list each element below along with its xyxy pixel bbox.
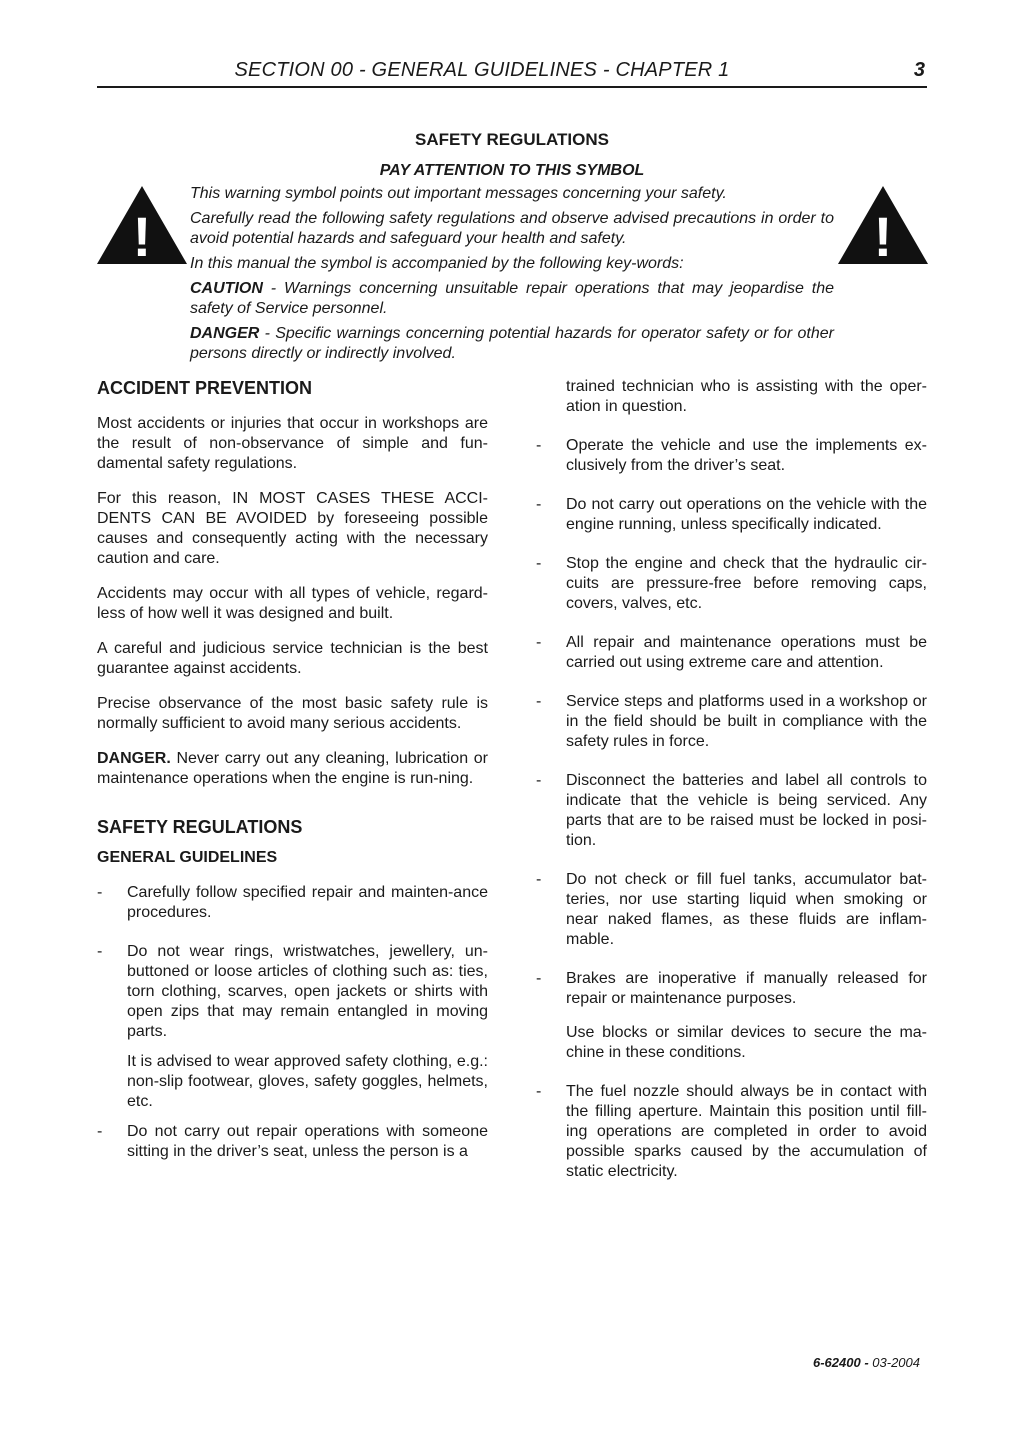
list-item (536, 870, 927, 950)
paragraph: A careful and judicious service technician is the best guarantee against accidents. (97, 640, 488, 677)
symbol-line-1: This warning symbol points out important messages concerning your safety. (190, 185, 727, 202)
page-header (97, 58, 927, 88)
danger-label: DANGER. (97, 750, 171, 767)
danger-note: Never carry out any cleaning, lubrication or maintenance operations when the engine is run-ning. (97, 750, 488, 787)
safety-regulations-heading: SAFETY REGULATIONS (97, 817, 303, 837)
list-item-text: Brakes are inoperative if manually released for repair or maintenance purposes. (566, 970, 927, 1007)
list-item-text: Do not wear rings, wristwatches, jewellery, un-buttoned or loose articles of clothing such as: ties, torn clothing, scarves, open jackets or shirts with open zips that may remain entangled in moving parts. (127, 943, 488, 1040)
symbol-line-2: Carefully read the following safety regulations and observe advised precautions in order to avoid potential hazards and safeguard your health and safety. (190, 210, 834, 247)
page-number: 3 (913, 59, 925, 81)
list-dash: - (536, 634, 542, 651)
list-item-text: Do not carry out operations on the vehicle with the engine running, unless specifically indicated. (566, 496, 927, 533)
doc-number: 6-62400 (813, 1355, 861, 1370)
accident-prevention-heading: ACCIDENT PREVENTION (97, 378, 313, 398)
list-item-text: Do not carry out repair operations with someone sitting in the driver’s seat, unless the person is a (127, 1123, 488, 1160)
list-item (536, 692, 927, 752)
caution-text: - Warnings concerning unsuitable repair operations that may jeopardise the safety of Service personnel. (190, 280, 834, 317)
general-guidelines-heading: GENERAL GUIDELINES (97, 849, 278, 866)
warning-icon-mark: ! (132, 205, 152, 264)
list-item-note: Use blocks or similar devices to secure the ma-chine in these conditions. (566, 1024, 927, 1061)
list-dash: - (536, 1083, 542, 1100)
footer-separator: - (860, 1355, 873, 1370)
list-item (536, 554, 927, 614)
symbol-title: PAY ATTENTION TO THIS SYMBOL (379, 162, 645, 179)
list-dash: - (536, 496, 542, 513)
danger-key: DANGER (190, 325, 260, 342)
warning-triangle-icon (97, 186, 187, 264)
warning-triangle-icon (838, 186, 928, 264)
danger-text: - Specific warnings concerning potential hazards for operator safety or for other persons directly or indirectly involved. (190, 325, 834, 362)
doc-date: 03-2004 (872, 1355, 920, 1370)
list-dash: - (536, 871, 542, 888)
left-column (97, 377, 488, 1162)
list-dash: - (536, 970, 542, 987)
list-dash: - (536, 693, 542, 710)
warning-icon-mark: ! (873, 205, 893, 264)
list-item (97, 942, 488, 1042)
paragraph: Accidents may occur with all types of vehicle, regard-less of how well it was designed and built. (97, 585, 488, 622)
list-dash: - (97, 1123, 103, 1140)
symbol-line-3: In this manual the symbol is accompanied by the following key-words: (190, 255, 684, 272)
main-title: SAFETY REGULATIONS (415, 130, 609, 149)
list-item-text: Disconnect the batteries and label all controls to indicate that the vehicle is being serviced. Any parts that are to be raised must be locked in posi-tion. (566, 772, 927, 849)
right-column (536, 377, 927, 1182)
list-item (536, 495, 927, 535)
list-dash: - (536, 772, 542, 789)
list-item (536, 633, 927, 673)
paragraph: Precise observance of the most basic safety rule is normally sufficient to avoid many serious accidents. (97, 695, 488, 732)
list-item (536, 1082, 927, 1182)
list-item-text: All repair and maintenance operations must be carried out using extreme care and attention. (566, 634, 927, 671)
list-item (536, 771, 927, 851)
list-item-text: Service steps and platforms used in a workshop or in the field should be built in compliance with the safety rules in force. (566, 693, 927, 750)
list-item (97, 1122, 488, 1162)
list-dash: - (536, 555, 542, 572)
danger-paragraph (97, 749, 488, 789)
list-item-text: Do not check or fill fuel tanks, accumulator bat-teries, nor use starting liquid when smoking or near naked flames, as these fluids are inflam-mable. (566, 871, 927, 948)
list-item-note: It is advised to wear approved safety clothing, e.g.: non-slip footwear, gloves, safety goggles, helmets, etc. (127, 1053, 488, 1110)
list-item-text: Operate the vehicle and use the implements ex-clusively from the driver’s seat. (566, 437, 927, 474)
list-item-text: Carefully follow specified repair and mainten-ance procedures. (127, 884, 488, 921)
list-item-text: The fuel nozzle should always be in contact with the filling aperture. Maintain this position until fill-ing operations are completed in order to avoid possible sparks caused by the accumulation of static electricity. (566, 1083, 927, 1180)
caution-definition (190, 279, 834, 319)
list-item (536, 969, 927, 1009)
list-item (536, 436, 927, 476)
paragraph: For this reason, IN MOST CASES THESE ACCI-DENTS CAN BE AVOIDED by foreseeing possible causes and consequently acting with the necessary caution and care. (97, 490, 488, 567)
page-footer (813, 1353, 920, 1373)
header-title: SECTION 00 - GENERAL GUIDELINES - CHAPTER 1 (234, 59, 730, 81)
danger-definition (190, 324, 834, 364)
symbol-description (190, 184, 834, 369)
list-item-text: Stop the engine and check that the hydraulic cir-cuits are pressure-free before removing caps, covers, valves, etc. (566, 555, 927, 612)
list-dash: - (97, 884, 103, 901)
paragraph: Most accidents or injuries that occur in workshops are the result of non-observance of simple and fun-damental safety regulations. (97, 415, 488, 472)
caution-key: CAUTION (190, 280, 263, 297)
list-item-continued: trained technician who is assisting with the oper-ation in question. (566, 378, 927, 415)
list-dash: - (536, 437, 542, 454)
list-dash: - (97, 943, 103, 960)
list-item (97, 883, 488, 923)
